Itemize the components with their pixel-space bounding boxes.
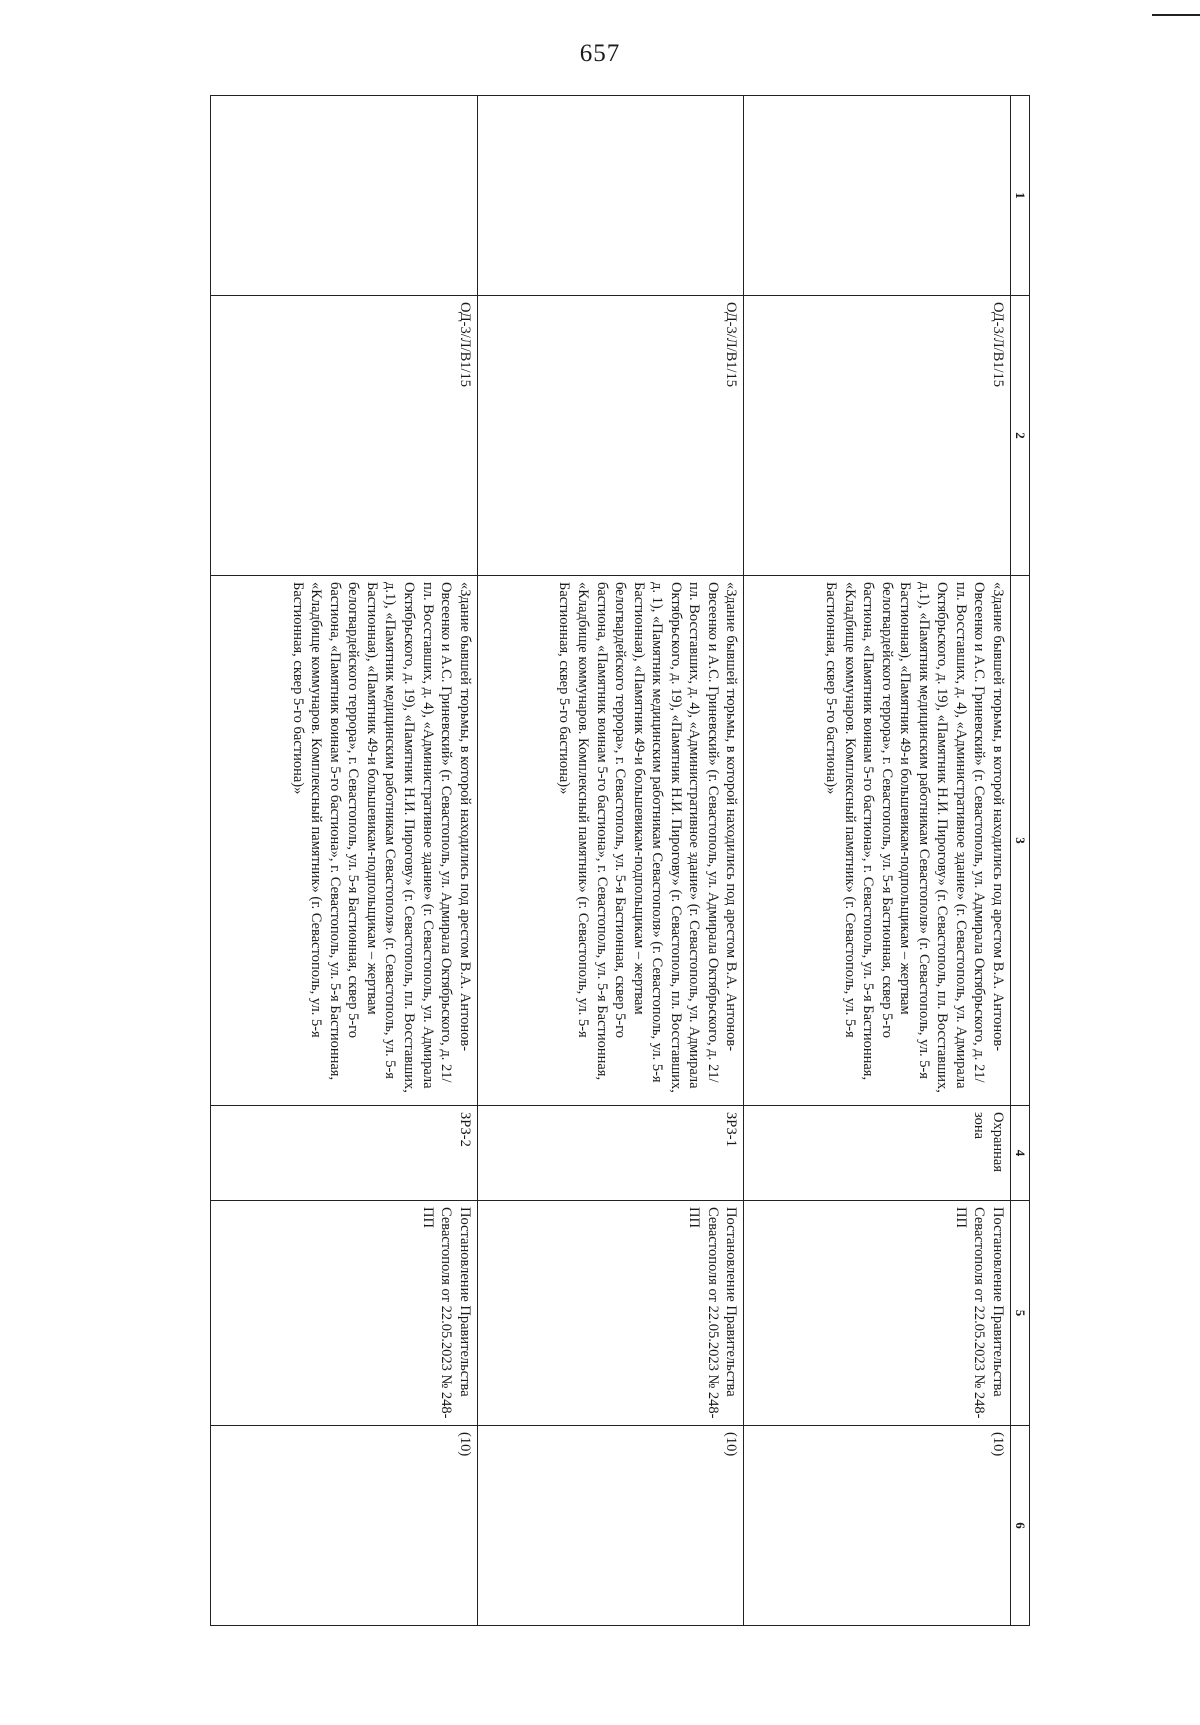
column-number-row [1011,96,1030,1626]
note-cell: (10) [744,1426,1011,1626]
register-table [210,95,1030,1626]
row-number-cell [477,96,744,296]
legal-document-cell: Постановление Правительства Севастополя от 22.05.2023 № 248-ПП [477,1201,744,1426]
zone-code-cell: ОД-3/Л/В1/15 [211,296,478,576]
scan-corner-mark [1152,14,1200,16]
table-row [744,96,1011,1626]
zone-type-cell: Охранная зона [744,1106,1011,1201]
zone-code-cell: ОД-3/Л/В1/15 [477,296,744,576]
row-number-cell [744,96,1011,296]
object-description-cell [477,576,744,1106]
row-number-cell [211,96,478,296]
page-number: 657 [579,40,621,67]
object-description-text: «Здание бывшей тюрьмы, в которой находились под арестом В.А. Антонов-Овсеенко и А.С. Гриневский» (г. Севастополь, ул. Адмирала Октябрьского, д. 21/пл. Восставших, д. 4), «Административное здание» (г. Севастополь, ул. Адмирала Октябрьского, д. 19), «Памятник Н.И. Пирогову» (г. Севастополь, пл. Восставших, д.1), «Памятник медицинским работникам Севастополя» (г. Севастополь, ул. 5-я Бастионная), «Памятник 49-и большевикам-подпольщикам – жертвам белогвардейского террора», г. Севастополь, ул. 5-я Бастионная, сквер 5-го бастиона, «Памятник воинам 5-го бастиона», г. Севастополь, ул. 5-я Бастионная, «Кладбище коммунаров. Комплексный памятник» (г. Севастополь, ул. 5-я Бастионная, сквер 5-го бастиона)» [823,582,1006,1093]
zone-type-cell: ЗРЗ-2 [211,1106,478,1201]
rotated-table-wrapper [210,95,1030,1625]
note-cell: (10) [211,1426,478,1626]
column-header-6: 6 [1011,1426,1030,1626]
note-cell: (10) [477,1426,744,1626]
column-header-1: 1 [1011,96,1030,296]
legal-document-cell: Постановление Правительства Севастополя от 22.05.2023 № 248-ПП [211,1201,478,1426]
table-row [211,96,478,1626]
column-header-4: 4 [1011,1106,1030,1201]
object-description-cell [744,576,1011,1106]
object-description-text: «Здание бывшей тюрьмы, в которой находились под арестом В.А. Антонов-Овсеенко и А.С. Гриневский» (г. Севастополь, ул. Адмирала Октябрьского, д. 21/пл. Восставших, д. 4), «Административное здание» (г. Севастополь, ул. Адмирала Октябрьского, д. 19), «Памятник Н.И. Пирогову» (г. Севастополь, пл. Восставших, д. 1), «Памятник медицинским работникам Севастополя» (г. Севастополь, ул. 5-я Бастионная), «Памятник 49-и большевикам-подпольщикам – жертвам белогвардейского террора», г. Севастополь, ул. 5-я Бастионная, сквер 5-го бастиона, «Памятник воинам 5-го бастиона», г. Севастополь, ул. 5-я Бастионная, «Кладбище коммунаров. Комплексный памятник» (г. Севастополь, ул. 5-я Бастионная, сквер 5-го бастиона)» [556,582,740,1093]
column-header-3: 3 [1011,576,1030,1106]
column-header-2: 2 [1011,296,1030,576]
column-header-5: 5 [1011,1201,1030,1426]
object-description-text: «Здание бывшей тюрьмы, в которой находились под арестом В.А. Антонов-Овсеенко и А.С. Гриневский» (г. Севастополь, ул. Адмирала Октябрьского, д. 21/пл. Восставших, д. 4), «Административное здание» (г. Севастополь, ул. Адмирала Октябрьского, д. 19), «Памятник Н.И. Пирогову» (г. Севастополь, пл. Восставших, д.1), «Памятник медицинским работникам Севастополя» (г. Севастополь, ул. 5-я Бастионная), «Памятник 49-и большевикам-подпольщикам – жертвам белогвардейского террора», г. Севастополь, ул. 5-я Бастионная, сквер 5-го бастиона, «Памятник воинам 5-го бастиона», г. Севастополь, ул. 5-я Бастионная, «Кладбище коммунаров. Комплексный памятник» (г. Севастополь, ул. 5-я Бастионная, сквер 5-го бастиона)» [289,582,473,1093]
object-description-cell [211,576,478,1106]
legal-document-cell: Постановление Правительства Севастополя от 22.05.2023 № 248-ПП [744,1201,1011,1426]
zone-code-cell: ОД-3/Л/В1/15 [744,296,1011,576]
zone-type-cell: ЗРЗ-1 [477,1106,744,1201]
table-row [477,96,744,1626]
